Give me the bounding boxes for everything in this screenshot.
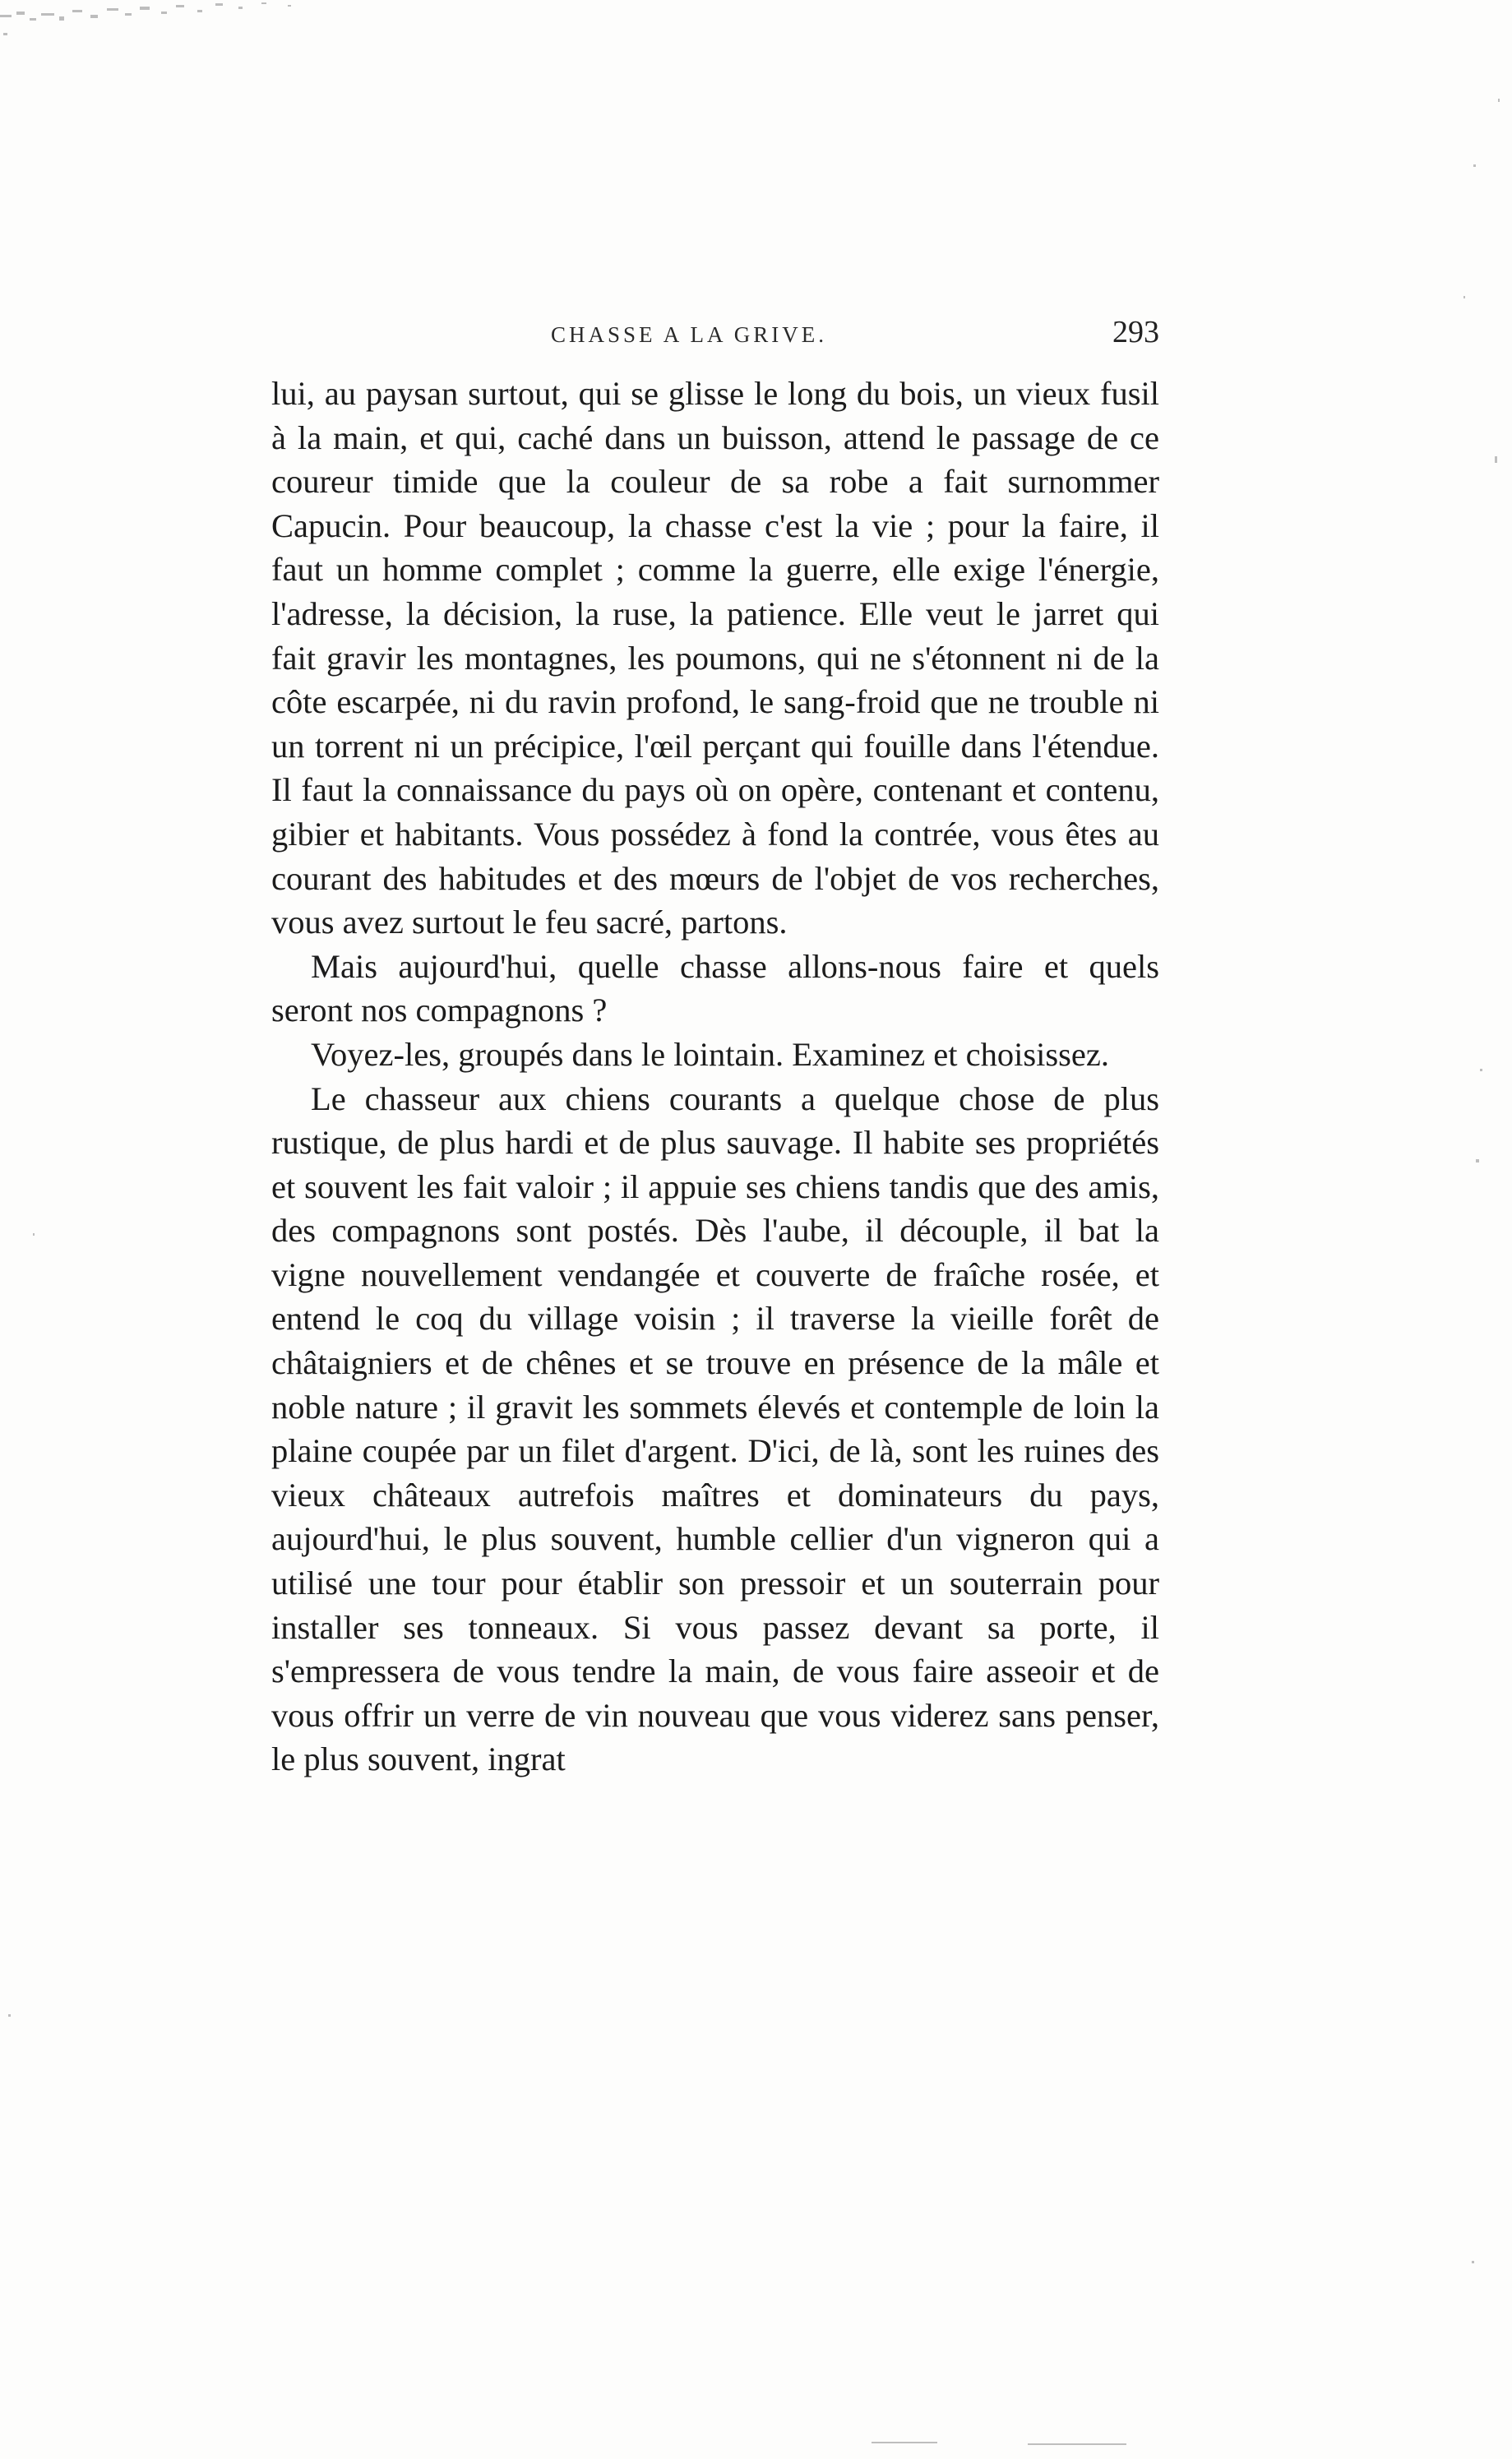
paragraph-3: Voyez-les, groupés dans le lointain. Examinez et choisissez. bbox=[311, 1035, 1109, 1073]
body-text bbox=[271, 372, 1159, 1782]
paragraph-4: Le chasseur aux chiens courants a quelque chose de plus rustique, de plus hardi et de plus sauvage. Il habite ses propriétés et souvent les fait valoir ; il appuie ses chiens tandis que des amis, des compagnons sont postés. Dès l'aube, il découple, il bat la vigne nouvellement vendangée et couverte de fraîche rosée, et entend le coq du village voisin ; il traverse la vieille forêt de châtaigniers et de chênes et se trouve en présence de la mâle et noble nature ; il gravit les sommets élevés et contemple de loin la plaine coupée par un filet d'argent. D'ici, de là, sont les ruines des vieux châteaux autrefois maîtres et dominateurs du pays, aujourd'hui, le plus souvent, humble cellier d'un vigneron qui a utilisé une tour pour établir son pressoir et un souterrain pour installer ses tonneaux. Si vous passez devant sa porte, il s'empressera de vous tendre la main, de vous faire asseoir et de vous offrir un verre de vin nouveau que vous viderez sans penser, le plus souvent, ingrat bbox=[271, 1079, 1159, 1778]
paragraph-2: Mais aujourd'hui, quelle chasse allons-nous faire et quels seront nos compagnons ? bbox=[271, 947, 1159, 1029]
page-number: 293 bbox=[1112, 315, 1159, 349]
paragraph-1: lui, au paysan surtout, qui se glisse le long du bois, un vieux fusil à la main, et qui, caché dans un buisson, attend le passage de ce coureur timide que la couleur de sa robe a fait surnommer Capucin. Pour beaucoup, la chasse c'est la vie ; pour la faire, il faut un homme complet ; comme la guerre, elle exige l'énergie, l'adresse, la décision, la ruse, la patience. Elle veut le jarret qui fait gravir les montagnes, les poumons, qui ne s'étonnent ni de la côte escarpée, ni du ravin profond, le sang-froid que ne trouble ni un torrent ni un précipice, l'œil perçant qui fouille dans l'étendue. Il faut la connaissance du pays où on opère, contenant et contenu, gibier et habitants. Vous possédez à fond la contrée, vous êtes au courant des habitudes et des mœurs de l'objet de vos recherches, vous avez surtout le feu sacré, partons. bbox=[271, 375, 1159, 941]
running-title: CHASSE A LA GRIVE. bbox=[551, 322, 828, 347]
running-header bbox=[271, 315, 1159, 363]
